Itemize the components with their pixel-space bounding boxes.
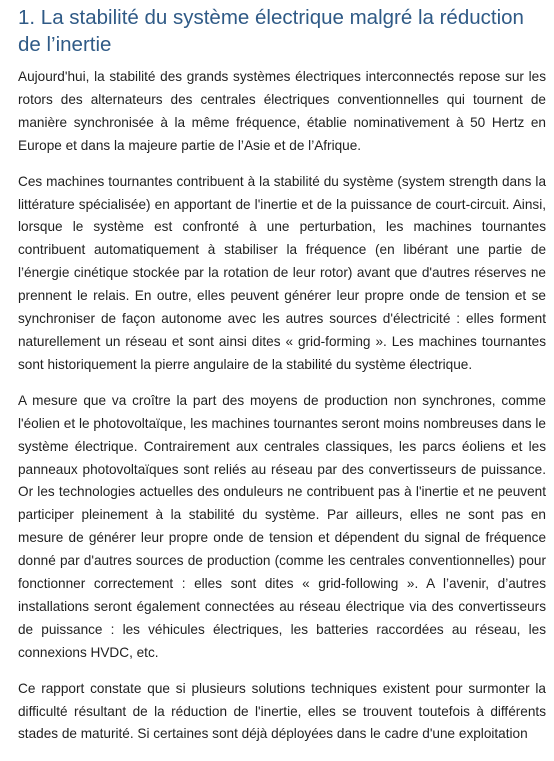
paragraph-3: A mesure que va croître la part des moyens de production non synchrones, comme l'éolien et le photovoltaïque, les machines tournantes seront moins nombreuses dans le système électrique. Contrairement aux centrales classiques, les parcs éoliens et les panneaux photovoltaïques sont reliés au réseau par des convertisseurs de puissance. Or les technologies actuelles des onduleurs ne contribuent pas à l'inertie et ne peuvent participer pleinement à la stabilité du système. Par ailleurs, elles ne sont pas en mesure de générer leur propre onde de tension et dépendent du signal de fréquence donné par d'autres sources de production (comme les centrales conventionnelles) pour fonctionner correctement : elles sont dites « grid-following ». A l’avenir, d’autres installations seront également connectées au réseau électrique via des convertisseurs de puissance : les véhicules électriques, les batteries raccordées au réseau, les connexions HVDC, etc. xyxy=(18,392,546,660)
section-title: 1. La stabilité du système électrique malgré la réduction de l’inertie xyxy=(18,6,524,56)
paragraph-1: Aujourd'hui, la stabilité des grands systèmes électriques interconnectés repose sur les rotors des alternateurs des centrales électriques conventionnelles qui tournent de manière synchronisée à la même fréquence, établie nominativement à 50 Hertz en Europe et dans la majeure partie de l’Asie et de l’Afrique. xyxy=(18,69,546,153)
paragraph-4: Ce rapport constate que si plusieurs solutions techniques existent pour surmonter la difficulté résultant de la réduction de l'inertie, elles se trouvent toutefois à différents stades de maturité. Si certaines sont déjà déployées dans le cadre d'une exploitation xyxy=(18,680,546,742)
paragraph-2: Ces machines tournantes contribuent à la stabilité du système (system strength dans la littérature spécialisée) en apportant de l'inertie et de la puissance de court-circuit. Ainsi, lorsque le système est confronté à une perturbation, les machines tournantes contribuent automatiquement à stabiliser la fréquence (en libérant une partie de l’énergie cinétique stockée par la rotation de leur rotor) avant que d'autres réserves ne prennent le relais. En outre, elles peuvent générer leur propre onde de tension et se synchroniser de façon autonome avec les autres sources d'électricité : elles forment naturellement un réseau et sont ainsi dites « grid-forming ». Les machines tournantes sont historiquement la pierre angulaire de la stabilité du système électrique. xyxy=(18,173,546,372)
